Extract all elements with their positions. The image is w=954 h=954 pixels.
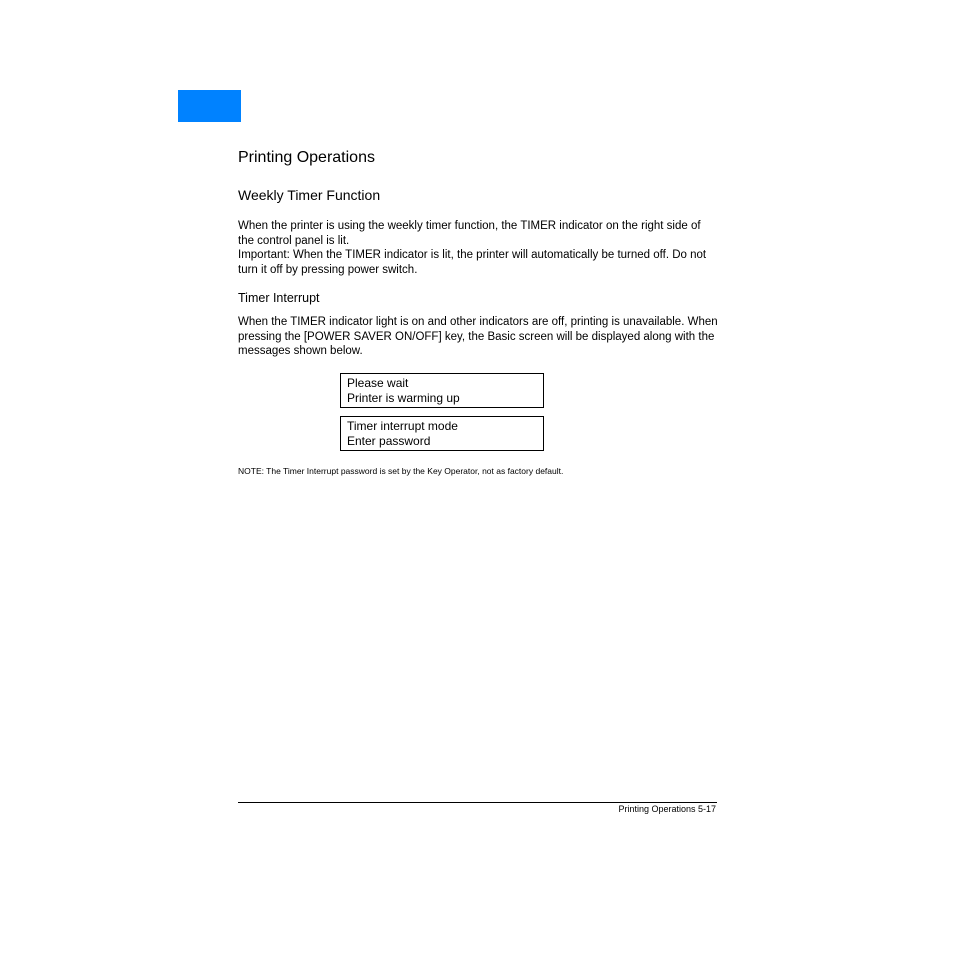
message-line: Timer interrupt mode xyxy=(347,419,458,433)
important-text: Important: When the TIMER indicator is lit, the printer will automatically be turned off. Do not turn it off by pressing power switch. xyxy=(238,249,707,276)
timer-interrupt-description xyxy=(238,315,718,359)
subsection-title: Weekly Timer Function xyxy=(238,187,381,203)
footer-divider xyxy=(238,802,717,803)
timer-interrupt-title: Timer Interrupt xyxy=(238,291,320,305)
message-line: Enter password xyxy=(347,433,431,448)
section-title: Printing Operations xyxy=(238,149,375,166)
chapter-tab-marker xyxy=(178,90,241,122)
message-box-warming-up xyxy=(340,373,544,408)
note-text: NOTE: The Timer Interrupt password is set by the Key Operator, not as factory default. xyxy=(238,466,564,476)
weekly-timer-text: When the printer is using the weekly timer function, the TIMER indicator on the right side of the control panel is lit. xyxy=(238,220,701,247)
timer-interrupt-text: When the TIMER indicator light is on and other indicators are off, printing is unavailable. When pressing the [POWER SAVER ON/OFF] key, the Basic screen will be displayed along with the messages shown below. xyxy=(238,316,718,357)
message-box-timer-interrupt xyxy=(340,416,544,451)
page-footer: Printing Operations 5-17 xyxy=(618,804,716,814)
message-line: Please wait xyxy=(347,376,409,390)
message-line: Printer is warming up xyxy=(347,390,460,405)
weekly-timer-description xyxy=(238,219,718,277)
